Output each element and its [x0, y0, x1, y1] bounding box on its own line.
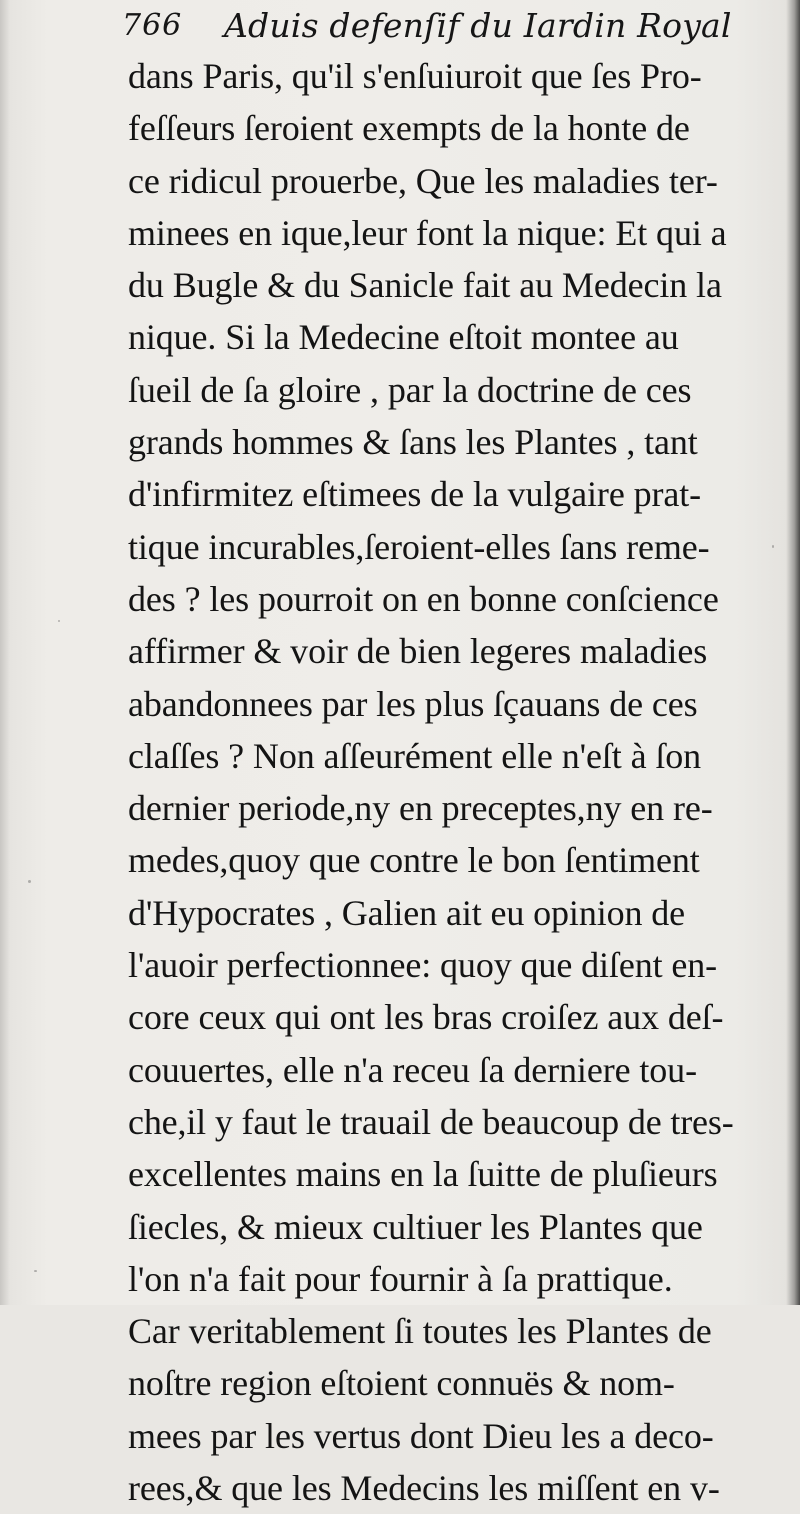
text-line: nique. Si la Medecine eſtoit montee au — [128, 317, 679, 358]
page-number: 766 — [122, 8, 183, 43]
text-line: claſſes ? Non aſſeurément elle n'eſt à ſon — [128, 735, 702, 776]
text-line: excellentes mains en la ſuitte de pluſieurs — [128, 1154, 718, 1195]
text-line: che,il y faut le trauail de beaucoup de tres- — [128, 1101, 734, 1142]
paper-speck — [34, 1270, 37, 1272]
text-line: l'auoir perfectionnee: quoy que diſent en- — [128, 945, 718, 986]
text-line: minees en ique,leur font la nique: Et qui a — [128, 212, 727, 253]
running-head: Aduis defenſif du Iardin Royal — [224, 6, 732, 45]
text-line: rees,& que les Medecins les miſſent en v- — [128, 1468, 720, 1509]
text-line: mees par les vertus dont Dieu les a deco- — [128, 1415, 714, 1456]
text-line: d'Hypocrates , Galien ait eu opinion de — [128, 892, 686, 933]
text-line: d'infirmitez eſtimees de la vulgaire prat- — [128, 474, 702, 515]
text-line: affirmer & voir de bien legeres maladies — [128, 631, 708, 672]
paper-speck — [58, 620, 60, 622]
text-line: dernier periode,ny en preceptes,ny en re- — [128, 788, 713, 829]
text-line: du Bugle & du Sanicle fait au Medecin la — [128, 265, 722, 306]
text-line: dans Paris, qu'il s'enſuiuroit que ſes Pro- — [128, 56, 702, 96]
text-line: ſueil de ſa gloire , par la doctrine de ces — [128, 369, 692, 410]
page-edge-shadow — [786, 0, 800, 1305]
text-line: medes,quoy que contre le bon ſentiment — [128, 840, 700, 881]
page-header — [122, 2, 732, 50]
text-line: abandonnees par les plus ſçauans de ces — [128, 683, 698, 724]
text-line: des ? les pourroit on en bonne conſcience — [128, 578, 719, 619]
text-line: l'on n'a fait pour fournir à ſa prattique. — [128, 1258, 673, 1299]
text-line: tique incurables,ſeroient-elles ſans reme- — [128, 526, 710, 567]
text-line: feſſeurs ſeroient exempts de la honte de — [128, 108, 690, 149]
text-line: Car veritablement ſi toutes les Plantes de — [128, 1311, 712, 1352]
text-line: grands hommes & ſans les Plantes , tant — [128, 422, 698, 463]
text-line: ſiecles, & mieux cultiuer les Plantes que — [128, 1206, 703, 1247]
paper-speck — [28, 880, 31, 883]
text-line: noſtre region eſtoient connuës & nom- — [128, 1363, 675, 1404]
text-line: ce ridicul prouerbe, Que les maladies ter- — [128, 160, 718, 201]
paper-speck — [772, 545, 774, 548]
body-text — [128, 50, 738, 1514]
text-line: couuertes, elle n'a receu ſa derniere tou- — [128, 1049, 697, 1090]
gutter-shadow — [0, 0, 10, 1305]
text-line: core ceux qui ont les bras croiſez aux deſ- — [128, 997, 724, 1038]
